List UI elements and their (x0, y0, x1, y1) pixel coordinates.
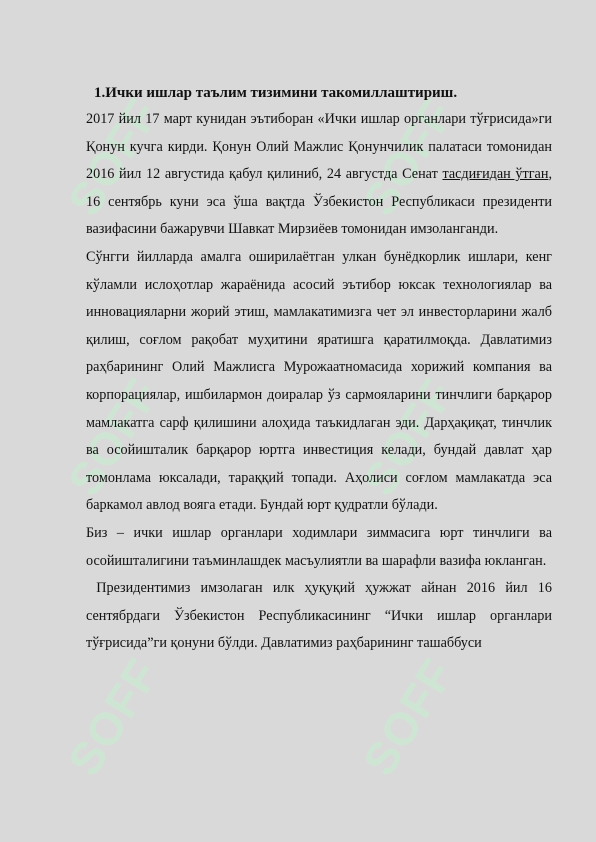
watermark-logo: SOFF (57, 369, 169, 505)
paragraph-text: 2017 йил 17 март кунидан эътиборан «Ички ишлар органлари тўғрисида»ги Қонун кучга кирди. Қонун Олий Мажлис Қонунчилик палатаси томонидан 2016 йил 12 августида қабул қилиниб, 24 августда Сенат (86, 111, 552, 183)
paragraph: Президентимиз имзолаган илк ҳуқуқий ҳужжат айнан 2016 йил 16 сентябрдаги Ўзбекистон Республикасининг “Ички ишлар органлари тўғрисида”ги қонуни бўлди. Давлатимиз раҳбарининг ташаббуси (86, 580, 556, 652)
paragraph (86, 106, 552, 244)
paragraph: Сўнгги йилларда амалга оширилаётган улкан бунёдкорлик ишлари, кенг кўламли ислоҳотлар жараёнида асосий эътибор юксак технологиялар ва инновацияларни жорий этиш, мамлакатимизга чет эл инвесторларини жалб қилиш, соғлом рақобат муҳитини яратишга қаратилмоқда. Давлатимиз раҳбарининг Олий Мажлисга Мурожаатномасида хорижий компания ва корпорациялар, ишбилармон доиралар ўз сармояларини тинчлиги барқарор мамлакатга сарф қилишини алоҳида таъкидлаган эди. Дарҳақиқат, тинчлик ва осойишталик барқарор юртга инвестиция келади, бундай давлат ҳар томонлама юксалади, тараққий топади. Аҳолиси соғлом мамлакатда эса баркамол авлод вояга етади. Бундай юрт қудратли бўлади. (86, 248, 552, 514)
watermark-logo: SOFF (352, 89, 464, 225)
underlined-text: тасдиғидан ўтган (442, 166, 549, 183)
watermark-logo: SOFF (57, 89, 169, 225)
watermark-logo: SOFF (57, 649, 169, 785)
paragraph-text: , 16 сентябрь куни эса ўша вақтда Ўзбекистон Республикаси президенти вазифасини бажарувчи Шавкат Мирзиёев томонидан имзоланганди. (86, 166, 552, 238)
watermark-logo: SOFF (352, 649, 464, 785)
section-heading: 1.Ички ишлар таълим тизимини такомиллаштириш. (94, 85, 458, 101)
document-body (86, 80, 556, 658)
watermark-logo: SOFF (352, 369, 464, 505)
paragraph: Биз – ички ишлар органлари ходимлари зиммасига юрт тинчлиги ва осойишталигини таъминлашдек масъулиятли ва шарафли вазифа юкланган. (86, 524, 552, 569)
